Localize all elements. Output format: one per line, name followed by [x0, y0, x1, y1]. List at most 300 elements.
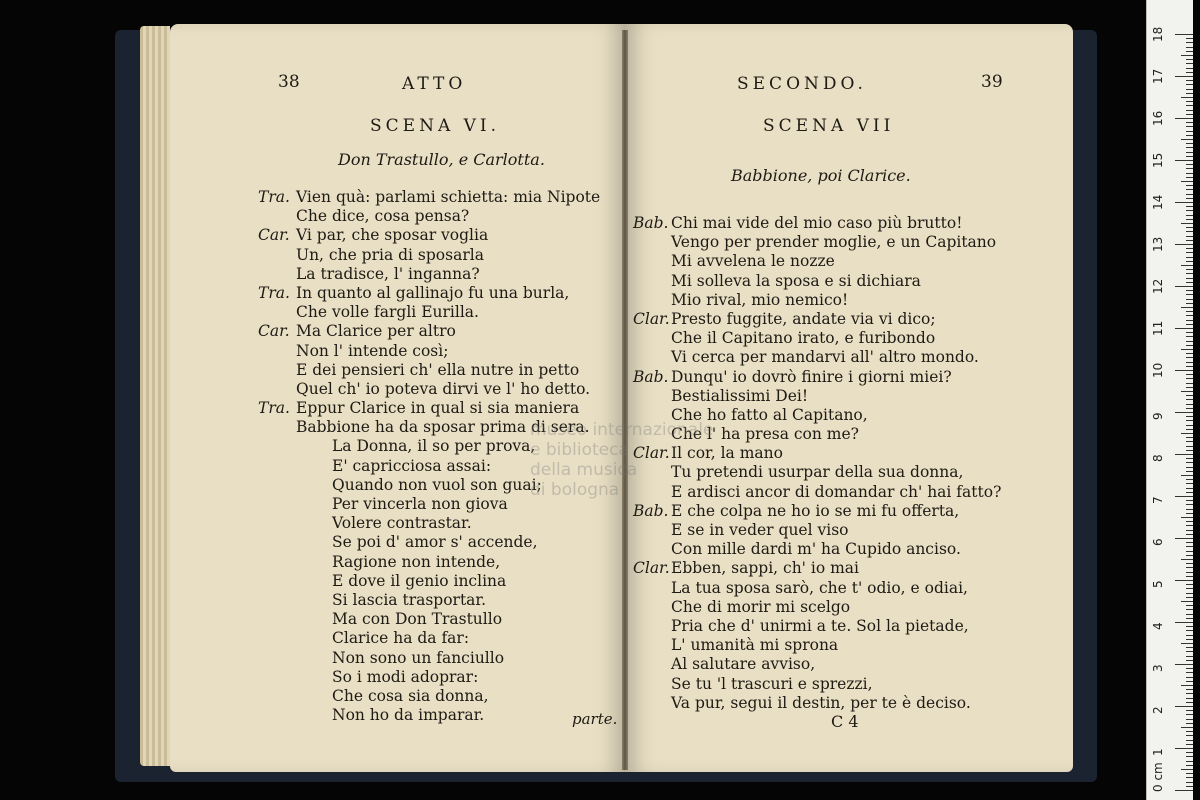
scene-title: SCENA VII: [763, 116, 895, 136]
verse-text: E se in veder quel viso: [671, 521, 849, 539]
ruler-tick: [1186, 651, 1193, 652]
ruler-tick: [1186, 782, 1193, 783]
verse-text: Vi par, che sposar voglia: [296, 226, 489, 245]
verse-line: [633, 694, 1001, 713]
speaker-label: Bab.: [633, 367, 669, 386]
verse-line: [258, 322, 600, 341]
ruler-tick: [1186, 462, 1193, 463]
ruler-tick: [1186, 198, 1193, 199]
ruler-tick: [1186, 504, 1193, 505]
ruler-tick: [1186, 399, 1193, 400]
ruler-tick: [1186, 450, 1193, 451]
ruler-tick: [1186, 168, 1193, 169]
ruler-tick: [1181, 601, 1193, 602]
page-number: 38: [278, 72, 300, 92]
ruler-tick: [1181, 433, 1193, 434]
ruler-tick: [1186, 593, 1193, 594]
ruler-tick: [1186, 471, 1193, 472]
ruler-tick: [1186, 668, 1193, 669]
verse-line: [633, 310, 1001, 329]
ruler-tick: [1186, 626, 1193, 627]
ruler-number: 9: [1151, 412, 1165, 420]
verse-line: [258, 361, 600, 380]
ruler-number: 11: [1151, 320, 1165, 336]
ruler-tick: [1186, 143, 1193, 144]
speaker-label: Clar.: [633, 559, 670, 578]
verse-line: [633, 502, 1001, 521]
ruler-tick: [1186, 500, 1193, 501]
verse-line: [633, 521, 1001, 540]
ruler-tick: [1186, 152, 1193, 153]
ruler-tick: [1186, 639, 1193, 640]
ruler-tick: [1181, 475, 1193, 476]
ruler-tick: [1186, 299, 1193, 300]
verse-text: Che l' ha presa con me?: [671, 425, 859, 444]
verse-line: [258, 572, 600, 591]
ruler-number: 7: [1151, 496, 1165, 504]
ruler-tick: [1186, 252, 1193, 253]
ruler-number: 15: [1151, 152, 1165, 168]
verse-line: [258, 303, 600, 322]
ruler-tick: [1186, 227, 1193, 228]
ruler-tick: [1186, 282, 1193, 283]
ruler-tick: [1186, 446, 1193, 447]
verse-text: Vengo per prender moglie, e un Capitano: [671, 233, 997, 252]
ruler-tick: [1186, 311, 1193, 312]
ruler-tick: [1186, 420, 1193, 421]
ruler-tick: [1186, 135, 1193, 136]
verse-text: Clarice ha da far:: [332, 629, 470, 648]
right-page: [625, 24, 1073, 772]
ruler-tick: [1186, 261, 1193, 262]
ruler-tick: [1186, 341, 1193, 342]
ruler-tick: [1186, 84, 1193, 85]
verse-line: [633, 636, 1001, 655]
ruler-tick: [1186, 551, 1193, 552]
verse-text: Dunqu' io dovrò finire i giorni miei?: [671, 367, 952, 386]
ruler-tick: [1175, 286, 1193, 287]
verse-text: Che di morir mi scelgo: [671, 597, 851, 616]
ruler-number: 5: [1151, 580, 1165, 588]
verse-line: [633, 387, 1001, 406]
ruler-tick: [1186, 735, 1193, 736]
ruler-tick: [1186, 756, 1193, 757]
ruler-tick: [1186, 38, 1193, 39]
verse-line: [258, 514, 600, 533]
ruler-number: 12: [1151, 278, 1165, 294]
ruler-tick: [1186, 42, 1193, 43]
watermark-line: della musica: [530, 460, 638, 480]
verse-text: E che colpa ne ho io se mi fu offerta,: [671, 501, 960, 520]
speaker-label: Bab.: [633, 214, 669, 232]
verse-line: [633, 272, 1001, 291]
ruler-tick: [1186, 408, 1193, 409]
verse-line: [258, 706, 600, 725]
ruler-tick: [1186, 786, 1193, 787]
verse-text: Che il Capitano irato, e furibondo: [671, 329, 936, 348]
verse-line: [633, 655, 1001, 674]
verse-line: [633, 579, 1001, 598]
verse-text: Eppur Clarice in qual si sia maniera: [296, 399, 580, 418]
ruler-tick: [1175, 370, 1193, 371]
ruler-tick: [1186, 525, 1193, 526]
ruler-tick: [1186, 353, 1193, 354]
ruler-tick: [1181, 265, 1193, 266]
ruler-tick: [1181, 391, 1193, 392]
speaker-label: Car.: [258, 322, 290, 341]
ruler-number: 16: [1151, 110, 1165, 126]
ruler-unit-label: 0 cm: [1151, 762, 1165, 792]
ruler-tick: [1186, 156, 1193, 157]
verse-text: Che volle fargli Eurilla.: [296, 303, 479, 322]
verse-text: Chi mai vide del mio caso più brutto!: [671, 214, 963, 232]
ruler-tick: [1186, 110, 1193, 111]
ruler-tick: [1186, 521, 1193, 522]
ruler-tick: [1186, 357, 1193, 358]
ruler-tick: [1186, 681, 1193, 682]
ruler-tick: [1186, 609, 1193, 610]
watermark-line: e biblioteca: [530, 440, 629, 460]
verse-line: [633, 233, 1001, 252]
watermark-line: di bologna: [530, 480, 620, 500]
ruler-tick: [1186, 404, 1193, 405]
ruler-number: 1: [1151, 748, 1165, 756]
verse-text: Si lascia trasportar.: [332, 590, 487, 609]
verse-line: [258, 246, 600, 265]
ruler-tick: [1175, 160, 1193, 161]
ruler-tick: [1186, 185, 1193, 186]
ruler-number: 6: [1151, 538, 1165, 546]
ruler-tick: [1186, 567, 1193, 568]
ruler-tick: [1186, 777, 1193, 778]
verse-text: Tu pretendi usurpar della sua donna,: [671, 463, 964, 482]
verse-line: [258, 207, 600, 226]
ruler-tick: [1186, 59, 1193, 60]
ruler-tick: [1181, 139, 1193, 140]
verse-text: La Donna, il so per prova,: [332, 437, 536, 456]
ruler-tick: [1175, 118, 1193, 119]
verse-text: Mi avvelena le nozze: [671, 252, 835, 271]
ruler-tick: [1186, 534, 1193, 535]
ruler-tick: [1186, 698, 1193, 699]
ruler-tick: [1186, 647, 1193, 648]
ruler-tick: [1186, 63, 1193, 64]
ruler-tick: [1186, 315, 1193, 316]
verse-line: [258, 342, 600, 361]
ruler-tick: [1186, 467, 1193, 468]
verse-text: Babbione ha da sposar prima di sera.: [296, 418, 590, 437]
ruler-tick: [1186, 290, 1193, 291]
verse-line: [633, 291, 1001, 310]
ruler-number: 8: [1151, 454, 1165, 462]
ruler-tick: [1186, 336, 1193, 337]
ruler-tick: [1181, 349, 1193, 350]
watermark-line: museo internazionale: [530, 420, 714, 440]
speaker-label: Clar.: [633, 309, 670, 328]
ruler-tick: [1186, 345, 1193, 346]
ruler-tick: [1186, 114, 1193, 115]
verse-text: Mi solleva la sposa e si dichiara: [671, 271, 921, 290]
verse-text: La tua sposa sarò, che t' odio, e odiai,: [671, 578, 968, 597]
cast-line: Babbione, poi Clarice.: [731, 166, 911, 185]
ruler-tick: [1175, 622, 1193, 623]
ruler-tick: [1175, 538, 1193, 539]
ruler-tick: [1186, 47, 1193, 48]
speaker-label: Tra.: [258, 188, 290, 206]
verse-text: Se tu 'l trascuri e sprezzi,: [671, 674, 873, 693]
ruler-tick: [1186, 458, 1193, 459]
verse-line: [633, 617, 1001, 636]
ruler-tick: [1186, 488, 1193, 489]
ruler-tick: [1186, 210, 1193, 211]
verse-text: Volere contrastar.: [332, 514, 472, 533]
verse-line: [258, 553, 600, 572]
verse-text: Per vincerla non giova: [332, 495, 508, 513]
ruler-tick: [1186, 206, 1193, 207]
speaker-label: Bab.: [633, 501, 669, 520]
ruler-tick: [1186, 429, 1193, 430]
ruler-tick: [1186, 576, 1193, 577]
ruler-tick: [1186, 702, 1193, 703]
ruler-tick: [1186, 362, 1193, 363]
verse-line: [633, 348, 1001, 367]
left-page: [170, 24, 625, 772]
ruler-tick: [1181, 727, 1193, 728]
verse-text: E' capricciosa assai:: [332, 456, 492, 475]
ruler-tick: [1181, 97, 1193, 98]
ruler-tick: [1175, 328, 1193, 329]
ruler-tick: [1175, 748, 1193, 749]
ruler-tick: [1186, 236, 1193, 237]
ruler-tick: [1186, 378, 1193, 379]
ruler-tick: [1175, 244, 1193, 245]
ruler-tick: [1186, 387, 1193, 388]
ruler-tick: [1175, 664, 1193, 665]
ruler-number: 2: [1151, 706, 1165, 714]
ruler-tick: [1186, 194, 1193, 195]
verse-line: [633, 252, 1001, 271]
ruler-tick: [1186, 630, 1193, 631]
ruler-tick: [1186, 294, 1193, 295]
ruler-tick: [1186, 93, 1193, 94]
verse-line: [633, 214, 1001, 233]
verse-text: Ma con Don Trastullo: [332, 610, 503, 629]
ruler-tick: [1186, 530, 1193, 531]
ruler-number: 14: [1151, 194, 1165, 210]
ruler-tick: [1186, 131, 1193, 132]
verse-text: Pria che d' unirmi a te. Sol la pietade,: [671, 616, 969, 635]
page-number: 39: [981, 72, 1003, 92]
verse-text: Bestialissimi Dei!: [671, 386, 809, 405]
ruler-number: 10: [1151, 362, 1165, 378]
ruler-tick: [1186, 324, 1193, 325]
ruler-tick: [1175, 34, 1193, 35]
ruler-tick: [1186, 215, 1193, 216]
verse-text: Con mille dardi m' ha Cupido anciso.: [671, 540, 961, 559]
ruler-tick: [1175, 706, 1193, 707]
verse-text: Il cor, la mano: [671, 444, 783, 463]
verse-text: Che cosa sia donna,: [332, 686, 489, 705]
ruler-tick: [1186, 563, 1193, 564]
ruler-tick: [1186, 765, 1193, 766]
verse-text: Vien quà: parlami schietta: mia Nipote: [296, 188, 601, 206]
ruler-tick: [1181, 559, 1193, 560]
verse-text: Vi cerca per mandarvi all' altro mondo.: [671, 348, 979, 367]
ruler-tick: [1186, 605, 1193, 606]
ruler-tick: [1186, 89, 1193, 90]
ruler-tick: [1186, 248, 1193, 249]
verse-text: Ebben, sappi, ch' io mai: [671, 559, 859, 578]
ruler-tick: [1175, 496, 1193, 497]
ruler-tick: [1186, 366, 1193, 367]
ruler-number: 17: [1151, 68, 1165, 84]
stage-direction: parte.: [572, 710, 618, 728]
ruler-tick: [1186, 714, 1193, 715]
running-header: SECONDO.: [737, 74, 867, 94]
speaker-label: Tra.: [258, 283, 290, 302]
verse-text: Quel ch' io poteva dirvi ve l' ho detto.: [296, 379, 591, 398]
verse-line: [633, 368, 1001, 387]
ruler-tick: [1186, 618, 1193, 619]
verse-line: [633, 559, 1001, 578]
ruler-tick: [1186, 101, 1193, 102]
verse-text: Al salutare avviso,: [671, 655, 816, 674]
ruler-tick: [1181, 517, 1193, 518]
ruler-tick: [1175, 580, 1193, 581]
ruler-tick: [1186, 105, 1193, 106]
verse-line: [258, 591, 600, 610]
ruler-tick: [1186, 122, 1193, 123]
ruler-tick: [1181, 769, 1193, 770]
ruler-tick: [1186, 240, 1193, 241]
ruler-tick: [1186, 441, 1193, 442]
ruler-number: 3: [1151, 664, 1165, 672]
ruler-tick: [1186, 479, 1193, 480]
ruler-tick: [1186, 320, 1193, 321]
verse-line: [258, 610, 600, 629]
ruler-tick: [1186, 80, 1193, 81]
ruler-number: 4: [1151, 622, 1165, 630]
ruler-tick: [1186, 173, 1193, 174]
ruler-tick: [1186, 177, 1193, 178]
speaker-label: Car.: [258, 226, 290, 245]
ruler-tick: [1186, 416, 1193, 417]
verse-line: [633, 598, 1001, 617]
verse-line: [633, 540, 1001, 559]
ruler-number: 18: [1151, 26, 1165, 42]
ruler-tick: [1186, 425, 1193, 426]
ruler-tick: [1186, 555, 1193, 556]
verse-text: E dei pensieri ch' ella nutre in petto: [296, 360, 580, 379]
ruler-tick: [1186, 219, 1193, 220]
ruler-tick: [1186, 584, 1193, 585]
verse-text: Ragione non intende,: [332, 552, 501, 571]
verse-line: [258, 188, 600, 207]
ruler-tick: [1186, 546, 1193, 547]
verse-line: [258, 533, 600, 552]
ruler-tick: [1186, 492, 1193, 493]
ruler-tick: [1186, 635, 1193, 636]
ruler-tick: [1186, 689, 1193, 690]
book-gutter: [622, 30, 628, 770]
ruler-tick: [1186, 597, 1193, 598]
ruler-tick: [1175, 454, 1193, 455]
verse-text: La tradisce, l' inganna?: [296, 264, 480, 283]
ruler-tick: [1186, 483, 1193, 484]
ruler-tick: [1181, 643, 1193, 644]
ruler-tick: [1186, 278, 1193, 279]
ruler-tick: [1186, 614, 1193, 615]
ruler-tick: [1186, 437, 1193, 438]
scene-title: SCENA VI.: [370, 116, 501, 136]
ruler-tick: [1186, 513, 1193, 514]
ruler-tick: [1175, 202, 1193, 203]
ruler-tick: [1186, 395, 1193, 396]
verse-text: Che dice, cosa pensa?: [296, 207, 470, 226]
verse-text: Non ho da imparar.: [332, 706, 485, 725]
verse-line: [258, 399, 600, 418]
ruler-tick: [1186, 752, 1193, 753]
verse-line: [258, 668, 600, 687]
ruler-tick: [1186, 51, 1193, 52]
ruler-tick: [1181, 223, 1193, 224]
verse-line: [633, 675, 1001, 694]
verse-line: [258, 687, 600, 706]
ruler-tick: [1186, 273, 1193, 274]
ruler-tick: [1186, 656, 1193, 657]
ruler-tick: [1181, 181, 1193, 182]
running-header: ATTO: [402, 74, 467, 94]
verse-text: L' umanità mi sprona: [671, 636, 839, 655]
measuring-ruler: [1146, 0, 1193, 800]
ruler-tick: [1186, 693, 1193, 694]
ruler-tick: [1175, 76, 1193, 77]
cast-line: Don Trastullo, e Carlotta.: [338, 150, 545, 169]
verse-text: Ma Clarice per altro: [296, 322, 456, 341]
ruler-tick: [1186, 710, 1193, 711]
ruler-tick: [1186, 303, 1193, 304]
ruler-tick: [1186, 740, 1193, 741]
verse-line: [258, 649, 600, 668]
ruler-tick: [1181, 55, 1193, 56]
ruler-tick: [1186, 672, 1193, 673]
speaker-label: Clar.: [633, 444, 670, 463]
ruler-tick: [1186, 542, 1193, 543]
ruler-tick: [1186, 126, 1193, 127]
ruler-tick: [1186, 374, 1193, 375]
ruler-tick: [1186, 761, 1193, 762]
verse-text: So i modi adoprar:: [332, 667, 479, 686]
ruler-number: 13: [1151, 236, 1165, 252]
ruler-tick: [1186, 257, 1193, 258]
verse-line: [258, 629, 600, 648]
verse-line: [258, 226, 600, 245]
ruler-tick: [1186, 660, 1193, 661]
signature-mark: C 4: [831, 712, 859, 731]
ruler-tick: [1186, 719, 1193, 720]
verse-line: [258, 284, 600, 303]
ruler-tick: [1186, 731, 1193, 732]
ruler-tick: [1175, 412, 1193, 413]
verse-line: [258, 265, 600, 284]
verse-text: Un, che pria di sposarla: [296, 245, 484, 264]
page-edges: [140, 26, 170, 766]
ruler-tick: [1186, 509, 1193, 510]
verse-text: Se poi d' amor s' accende,: [332, 533, 538, 552]
verse-line: [258, 380, 600, 399]
ruler-tick: [1186, 269, 1193, 270]
verse-text: Quando non vuol son guai;: [332, 475, 542, 494]
